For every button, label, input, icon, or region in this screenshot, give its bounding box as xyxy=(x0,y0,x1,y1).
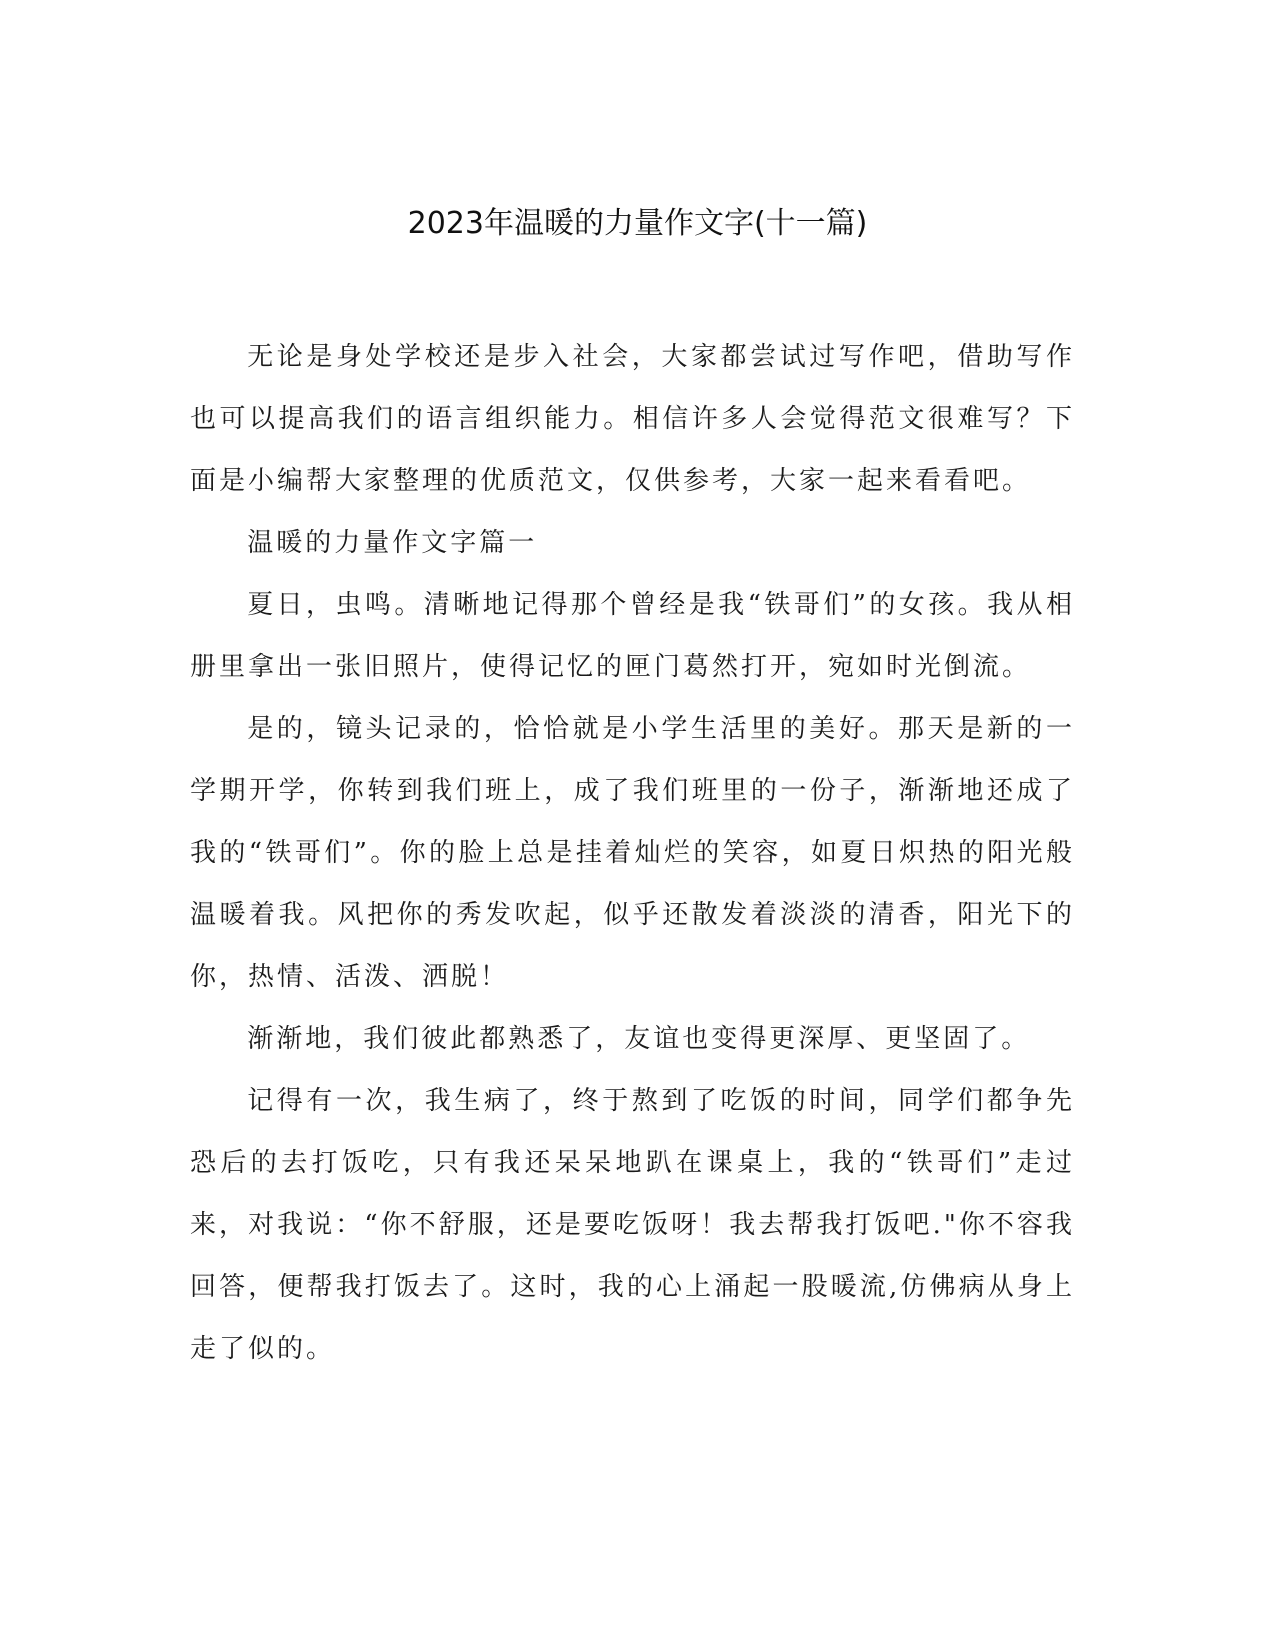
paragraph-intro: 无论是身处学校还是步入社会，大家都尝试过写作吧，借助写作也可以提高我们的语言组织能力。相信许多人会觉得范文很难写？下面是小编帮大家整理的优质范文，仅供参考，大家一起来看看吧。 xyxy=(190,342,1075,496)
paragraph: 是的，镜头记录的，恰恰就是小学生活里的美好。那天是新的一学期开学，你转到我们班上，成了我们班里的一份子，渐渐地还成了我的“铁哥们”。你的脸上总是挂着灿烂的笑容，如夏日炽热的阳光般温暖着我。风把你的秀发吹起，似乎还散发着淡淡的清香，阳光下的你，热情、活泼、洒脱！ xyxy=(190,714,1075,992)
document-body xyxy=(190,326,1075,1380)
paragraph: 渐渐地，我们彼此都熟悉了，友谊也变得更深厚、更坚固了。 xyxy=(247,1024,1031,1054)
section-heading: 温暖的力量作文字篇一 xyxy=(247,528,538,558)
paragraph: 记得有一次，我生病了，终于熬到了吃饭的时间，同学们都争先恐后的去打饭吃，只有我还呆呆地趴在课桌上，我的“铁哥们”走过来，对我说：“你不舒服，还是要吃饭呀！我去帮我打饭吧."你不容我回答，便帮我打饭去了。这时，我的心上涌起一股暖流,仿佛病从身上走了似的。 xyxy=(190,1086,1075,1364)
paragraph: 夏日，虫鸣。清晰地记得那个曾经是我“铁哥们”的女孩。我从相册里拿出一张旧照片，使得记忆的匣门葛然打开，宛如时光倒流。 xyxy=(190,590,1075,682)
document-title: 2023年温暖的力量作文字(十一篇) xyxy=(407,206,868,241)
